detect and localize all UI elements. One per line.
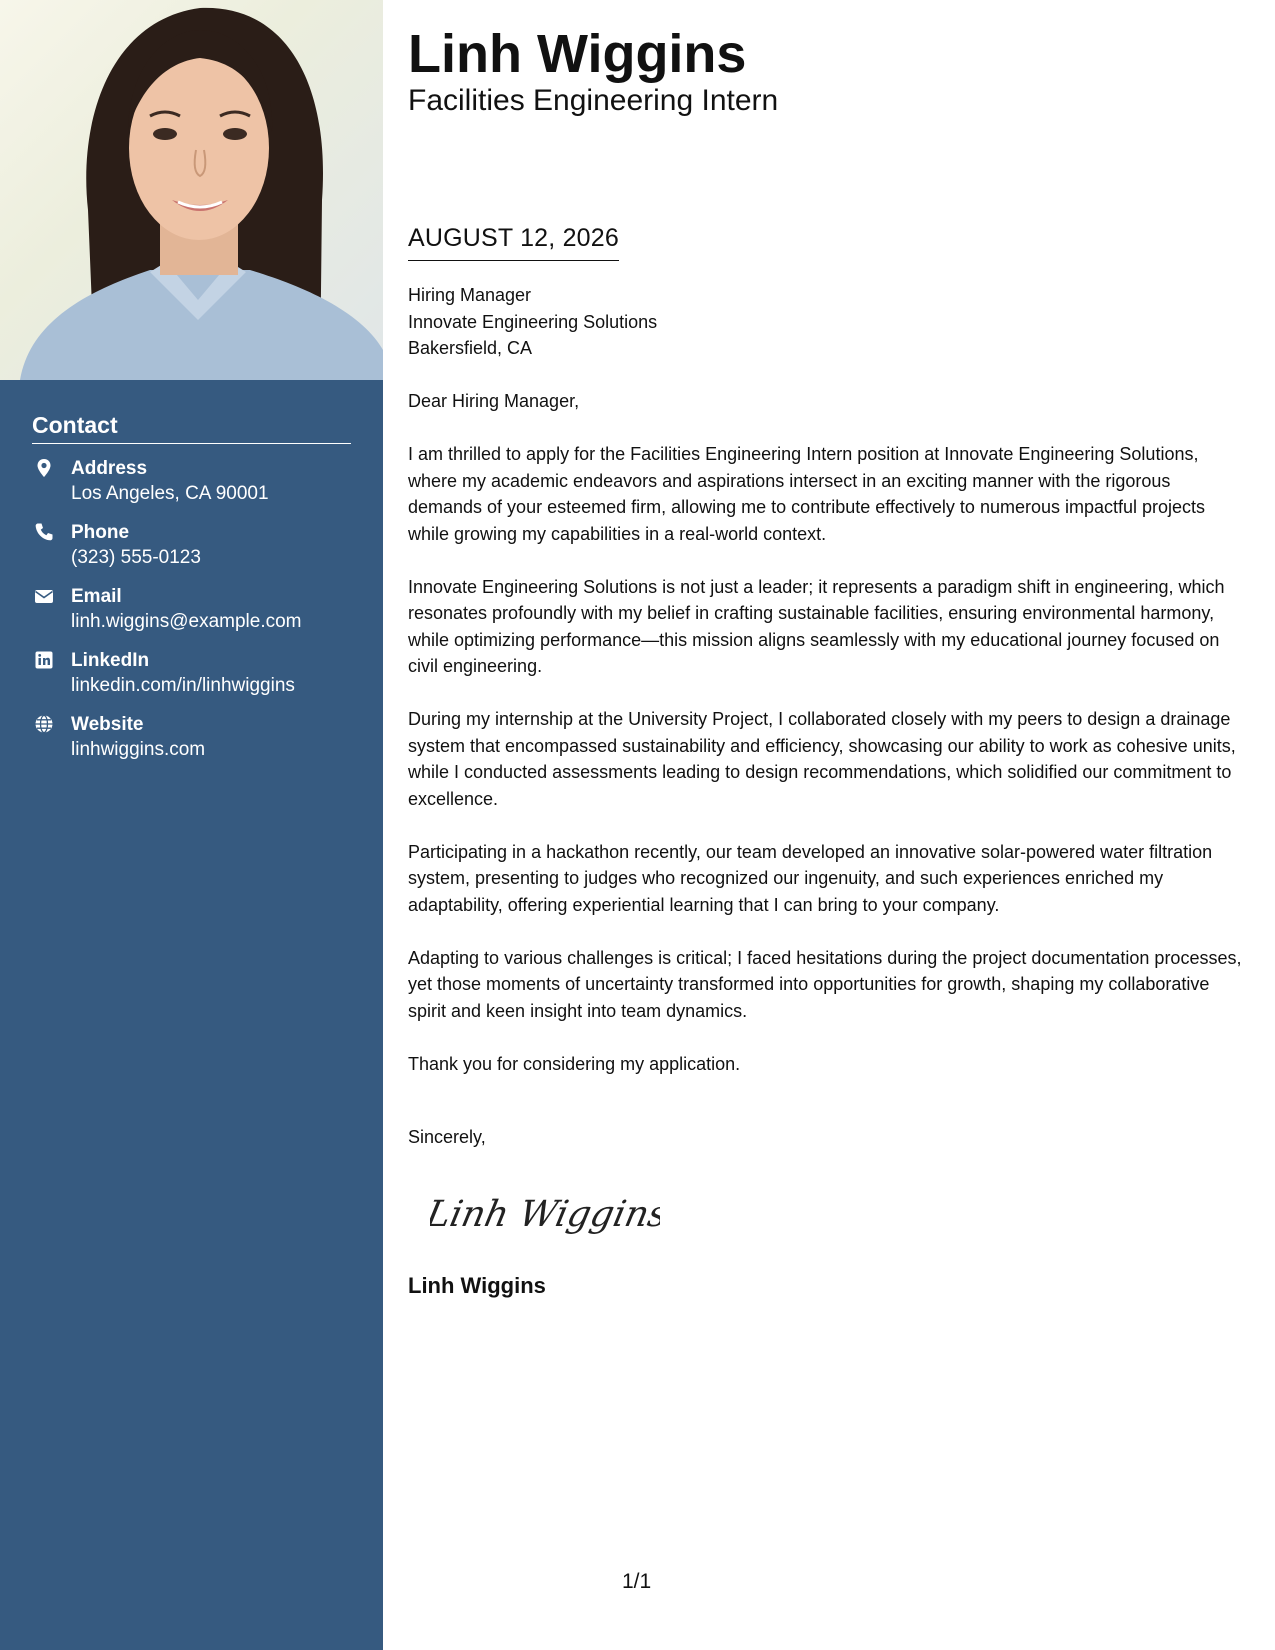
recipient-line: Bakersfield, CA — [408, 338, 533, 358]
signature-name: Linh Wiggins — [408, 1273, 546, 1298]
letter-date: AUGUST 12, 2026 — [408, 222, 619, 261]
paragraph: Innovate Engineering Solutions is not just a leader; it represents a paradigm shift in engineering, which resonates profoundly with my belief in crafting sustainable facilities, ensuring environmental harmony, while optimizing performance—this mission aligns seamlessly with my educational journey focused on civil engineering. — [408, 576, 1225, 676]
map-pin-icon — [34, 458, 54, 478]
contact-email — [32, 584, 351, 634]
closing: Sincerely, — [408, 1127, 486, 1147]
paragraph: Participating in a hackathon recently, our team developed an innovative solar-powered water filtration system, presenting to judges who recognized our ingenuity, and such experiences enriched my adaptability, offering experiential learning that I can bring to your company. — [408, 841, 1213, 915]
contact-label: Email — [71, 586, 122, 607]
contact-value: linh.wiggins@example.com — [71, 611, 302, 632]
profile-photo — [0, 0, 383, 380]
contact-value: Los Angeles, CA 90001 — [71, 483, 269, 504]
globe-icon — [34, 714, 54, 734]
envelope-icon — [34, 586, 54, 606]
sidebar — [0, 0, 383, 1650]
contact-linkedin — [32, 648, 351, 698]
recipient-line: Innovate Engineering Solutions — [408, 311, 658, 332]
recipient-block — [408, 282, 657, 362]
paragraph: Adapting to various challenges is critical; I faced hesitations during the project documentation processes, yet those moments of uncertainty transformed into opportunities for growth, shaping my collaborative spirit and keen insight into team dynamics. — [408, 947, 1242, 1021]
contact-value: linkedin.com/in/linhwiggins — [71, 675, 295, 696]
paragraph: Thank you for considering my application. — [408, 1053, 741, 1074]
contact-website — [32, 712, 351, 762]
paragraph: I am thrilled to apply for the Facilities Engineering Intern position at Innovate Engineering Solutions, where my academic endeavors and aspirations intersect in an exciting manner with the rigorous demands of your esteemed firm, allowing me to contribute effectively to numerous impactful projects while growing my capabilities in a real-world context. — [408, 444, 1206, 544]
contact-label: Website — [71, 714, 144, 735]
applicant-role: Facilities Engineering Intern — [408, 84, 779, 117]
portrait-illustration — [0, 0, 383, 380]
contact-label: Address — [71, 458, 148, 479]
contact-value: (323) 555-0123 — [71, 547, 201, 568]
contact-value: linhwiggins.com — [71, 739, 206, 760]
paragraph: During my internship at the University Project, I collaborated closely with my peers to design a drainage system that encompassed sustainability and efficiency, showcasing our ability to work as cohesive units, while I conducted assessments leading to design recommendations, which solidified our commitment to excellence. — [408, 709, 1236, 809]
contact-phone — [32, 520, 351, 570]
letter-text — [408, 388, 1248, 1104]
contact-label: LinkedIn — [71, 650, 150, 671]
signature-script: Linh Wiggins — [430, 1192, 660, 1235]
phone-icon — [34, 522, 54, 542]
contact-section — [32, 412, 351, 762]
contact-label: Phone — [71, 522, 130, 543]
contact-address — [32, 456, 351, 506]
handwritten-signature — [430, 1180, 660, 1255]
salutation: Dear Hiring Manager, — [408, 391, 580, 411]
applicant-name: Linh Wiggins — [408, 24, 747, 84]
page-number: 1/1 — [622, 1570, 652, 1593]
recipient-line: Hiring Manager — [408, 285, 532, 305]
contact-heading: Contact — [32, 412, 351, 444]
linkedin-icon — [34, 650, 54, 670]
